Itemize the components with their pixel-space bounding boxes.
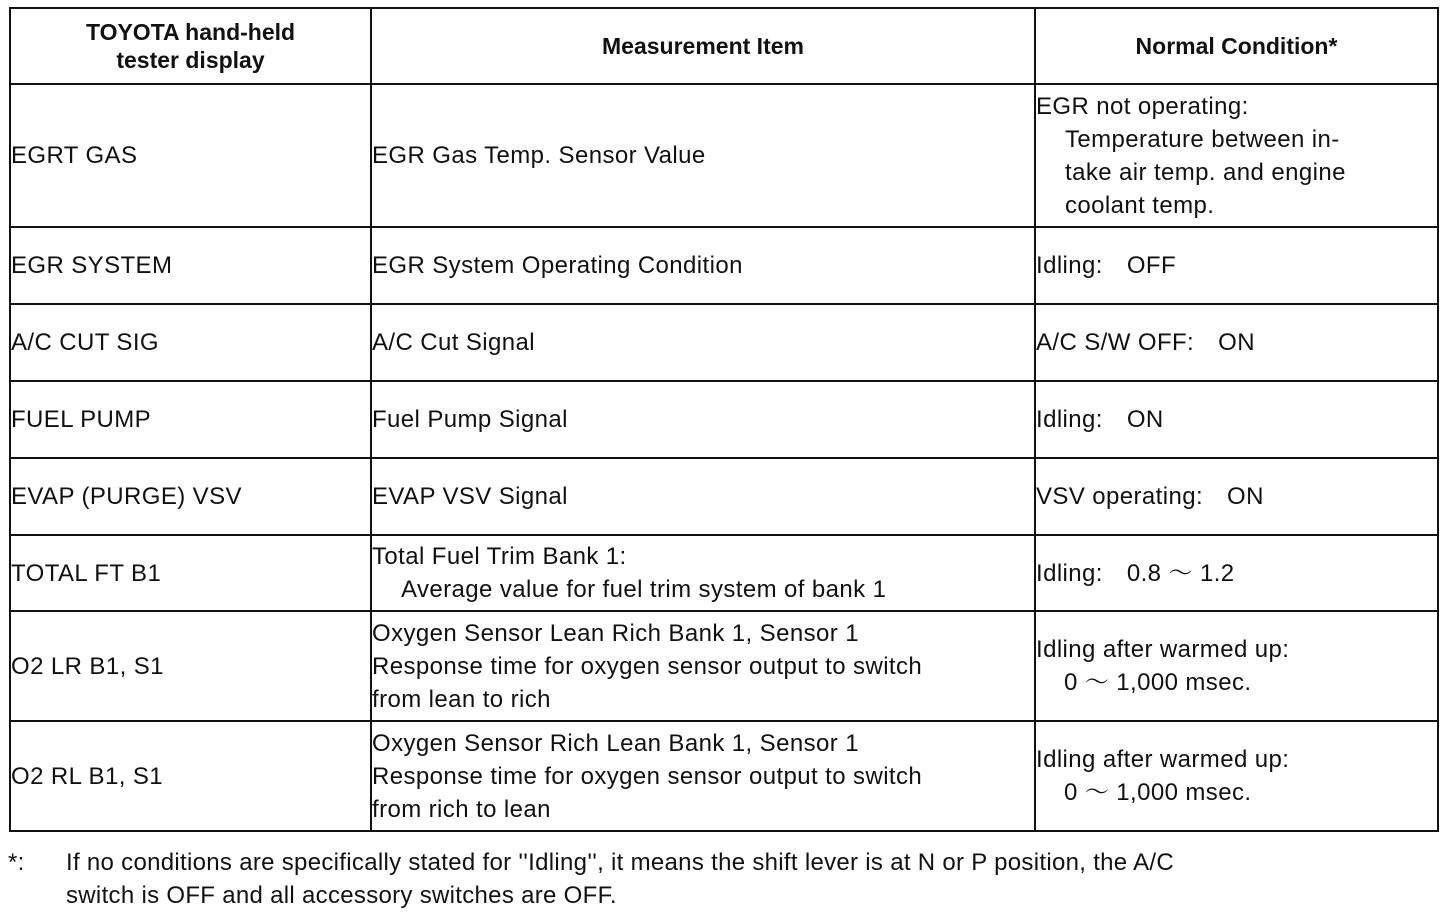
tester-display-cell: EVAP (PURGE) VSV bbox=[10, 458, 371, 535]
table-row bbox=[10, 535, 1438, 611]
tester-display-cell: EGR SYSTEM bbox=[10, 227, 371, 304]
measurement-item-cell: Oxygen Sensor Lean Rich Bank 1, Sensor 1 Response time for oxygen sensor output to switch from lean to rich bbox=[371, 611, 1035, 721]
table-row bbox=[10, 721, 1438, 831]
measurement-item-cell: Fuel Pump Signal bbox=[371, 381, 1035, 458]
footnote-mark: *: bbox=[8, 849, 25, 876]
header-measurement-item: Measurement Item bbox=[371, 8, 1035, 84]
table-header-row bbox=[10, 8, 1438, 84]
measurement-item-cell: EGR System Operating Condition bbox=[371, 227, 1035, 304]
table-row bbox=[10, 381, 1438, 458]
normal-condition-cell: Idling: ON bbox=[1035, 381, 1438, 458]
normal-condition-cell: Idling: 0.8 ～ 1.2 bbox=[1035, 535, 1438, 611]
header-normal-condition: Normal Condition* bbox=[1035, 8, 1438, 84]
measurement-item-cell: A/C Cut Signal bbox=[371, 304, 1035, 381]
table-row bbox=[10, 304, 1438, 381]
measurement-item-cell: Oxygen Sensor Rich Lean Bank 1, Sensor 1 Response time for oxygen sensor output to switch from rich to lean bbox=[371, 721, 1035, 831]
normal-condition-cell: Idling: OFF bbox=[1035, 227, 1438, 304]
table-row bbox=[10, 227, 1438, 304]
table-row bbox=[10, 611, 1438, 721]
tester-display-cell: EGRT GAS bbox=[10, 84, 371, 227]
measurement-item-cell: EGR Gas Temp. Sensor Value bbox=[371, 84, 1035, 227]
normal-condition-cell: A/C S/W OFF: ON bbox=[1035, 304, 1438, 381]
header-tester-display: TOYOTA hand-held tester display bbox=[10, 8, 371, 84]
tester-display-cell: O2 RL B1, S1 bbox=[10, 721, 371, 831]
table-row bbox=[10, 84, 1438, 227]
footnote-text: If no conditions are specifically stated for ''Idling'', it means the shift lever is at N or P position, the A/C switch is OFF and all accessory switches are OFF. bbox=[66, 849, 1175, 909]
tester-display-cell: O2 LR B1, S1 bbox=[10, 611, 371, 721]
tester-display-cell: A/C CUT SIG bbox=[10, 304, 371, 381]
tester-display-cell: FUEL PUMP bbox=[10, 381, 371, 458]
normal-condition-cell: VSV operating: ON bbox=[1035, 458, 1438, 535]
normal-condition-cell: EGR not operating: Temperature between in- take air temp. and engine coolant temp. bbox=[1035, 84, 1438, 227]
normal-condition-cell: Idling after warmed up: 0 ～ 1,000 msec. bbox=[1035, 721, 1438, 831]
measurement-item-cell: EVAP VSV Signal bbox=[371, 458, 1035, 535]
measurement-item-cell: Total Fuel Trim Bank 1: Average value for fuel trim system of bank 1 bbox=[371, 535, 1035, 611]
normal-condition-cell: Idling after warmed up: 0 ～ 1,000 msec. bbox=[1035, 611, 1438, 721]
tester-display-cell: TOTAL FT B1 bbox=[10, 535, 371, 611]
table-row bbox=[10, 458, 1438, 535]
tester-display-table bbox=[9, 7, 1439, 832]
